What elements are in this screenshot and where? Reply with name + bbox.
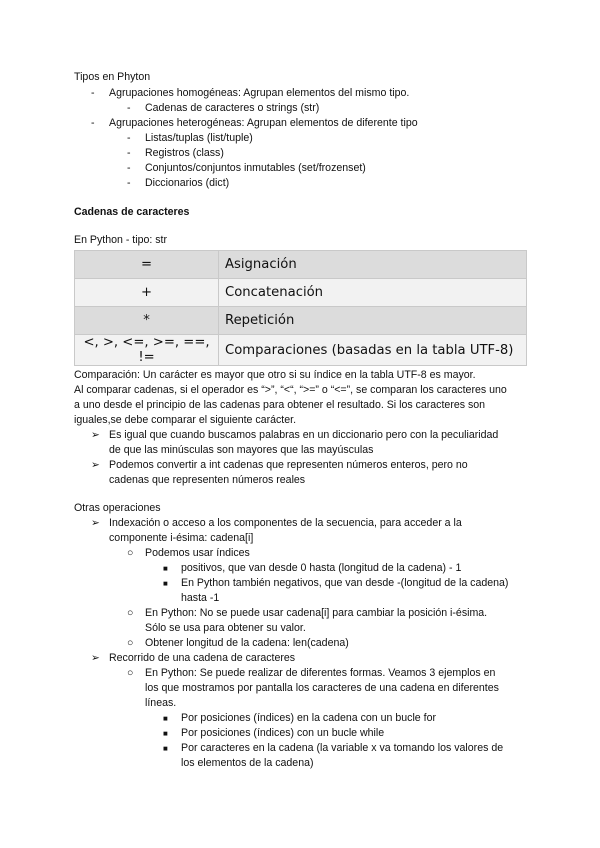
operator-symbol: + — [75, 279, 219, 307]
dash-bullet: - — [91, 117, 95, 129]
ejemplo-text: los elementos de la cadena) — [181, 757, 314, 769]
ejemplo-text: Por caracteres en la cadena (la variable x va tomando los valores de — [181, 742, 504, 754]
arrow-item-text: de que las minúsculas son mayores que las mayúsculas — [109, 444, 374, 456]
square-bullet-icon: ■ — [163, 744, 168, 753]
operator-symbol: * — [75, 307, 219, 335]
arrow-item-text: Es igual que cuando buscamos palabras en un diccionario pero con la peculiaridad — [109, 429, 499, 441]
operator-meaning: Concatenación — [219, 279, 527, 307]
square-bullet-icon: ■ — [163, 579, 168, 588]
operator-meaning: Repetición — [219, 307, 527, 335]
arrow-item-text: cadenas que representen números reales — [109, 474, 306, 486]
longitud-text: Obtener longitud de la cadena: len(cadena) — [145, 637, 349, 649]
operator-symbol: = — [75, 251, 219, 279]
circle-bullet-icon: ○ — [127, 607, 134, 619]
operator-meaning: Asignación — [219, 251, 527, 279]
section-title-otras: Otras operaciones — [74, 502, 161, 514]
operator-meaning: Comparaciones (basadas en la tabla UTF-8) — [219, 335, 527, 366]
operators-table — [74, 250, 527, 366]
circle-bullet-icon: ○ — [127, 637, 134, 649]
no-cambiar-text: Sólo se usa para obtener su valor. — [145, 622, 306, 634]
section-heading-cadenas: Cadenas de caracteres — [74, 206, 190, 218]
homogeneous-item: Agrupaciones homogéneas: Agrupan elementos del mismo tipo. — [109, 87, 410, 99]
table-row — [75, 335, 527, 366]
arrow-bullet-icon: ➢ — [91, 517, 100, 529]
dash-bullet: - — [127, 162, 131, 174]
arrow-bullet-icon: ➢ — [91, 459, 100, 471]
comparison-line: iguales,se debe comparar el siguiente carácter. — [74, 414, 297, 426]
square-bullet-icon: ■ — [163, 714, 168, 723]
square-bullet-icon: ■ — [163, 564, 168, 573]
heterogeneous-item: Agrupaciones heterogéneas: Agrupan elementos de diferente tipo — [109, 117, 418, 129]
list-item: Listas/tuplas (list/tuple) — [145, 132, 253, 144]
dash-bullet: - — [127, 177, 131, 189]
ejemplo-text: Por posiciones (índices) con un bucle while — [181, 727, 385, 739]
negativos-text: hasta -1 — [181, 592, 220, 604]
dash-bullet: - — [127, 102, 131, 114]
circle-bullet-icon: ○ — [127, 547, 134, 559]
list-item: Cadenas de caracteres o strings (str) — [145, 102, 320, 114]
table-row — [75, 307, 527, 335]
comparison-line: Comparación: Un carácter es mayor que otro si su índice en la tabla UTF-8 es mayor. — [74, 369, 476, 381]
operator-symbol: <, >, <=, >=, ==, != — [75, 335, 219, 366]
formas-text: En Python: Se puede realizar de diferentes formas. Veamos 3 ejemplos en — [145, 667, 496, 679]
dash-bullet: - — [91, 87, 95, 99]
recorrido-text: Recorrido de una cadena de caracteres — [109, 652, 296, 664]
indexacion-text: componente i-ésima: cadena[i] — [109, 532, 254, 544]
ejemplo-text: Por posiciones (índices) en la cadena con un bucle for — [181, 712, 436, 724]
circle-bullet-icon: ○ — [127, 667, 134, 679]
positivos-text: positivos, que van desde 0 hasta (longitud de la cadena) - 1 — [181, 562, 462, 574]
arrow-bullet-icon: ➢ — [91, 652, 100, 664]
python-type-line: En Python - tipo: str — [74, 234, 168, 246]
square-bullet-icon: ■ — [163, 729, 168, 738]
comparison-line: a uno desde el principio de las cadenas para obtener el resultado. Si los caracteres son — [74, 399, 486, 411]
list-item: Conjuntos/conjuntos inmutables (set/frozenset) — [145, 162, 366, 174]
section-title-tipos: Tipos en Phyton — [74, 71, 151, 83]
indices-label: Podemos usar índices — [145, 547, 250, 559]
formas-text: líneas. — [145, 697, 177, 709]
no-cambiar-text: En Python: No se puede usar cadena[i] para cambiar la posición i-ésima. — [145, 607, 488, 619]
dash-bullet: - — [127, 132, 131, 144]
list-item: Diccionarios (dict) — [145, 177, 230, 189]
negativos-text: En Python también negativos, que van desde -(longitud de la cadena) — [181, 577, 509, 589]
arrow-item-text: Podemos convertir a int cadenas que representen números enteros, pero no — [109, 459, 468, 471]
table-row — [75, 251, 527, 279]
formas-text: los que mostramos por pantalla los caracteres de una cadena en diferentes — [145, 682, 499, 694]
dash-bullet: - — [127, 147, 131, 159]
comparison-line: Al comparar cadenas, si el operador es “>”, “<“, “>=” o “<=”, se comparan los caracteres uno — [74, 384, 507, 396]
list-item: Registros (class) — [145, 147, 224, 159]
indexacion-text: Indexación o acceso a los componentes de la secuencia, para acceder a la — [109, 517, 462, 529]
arrow-bullet-icon: ➢ — [91, 429, 100, 441]
table-row — [75, 279, 527, 307]
